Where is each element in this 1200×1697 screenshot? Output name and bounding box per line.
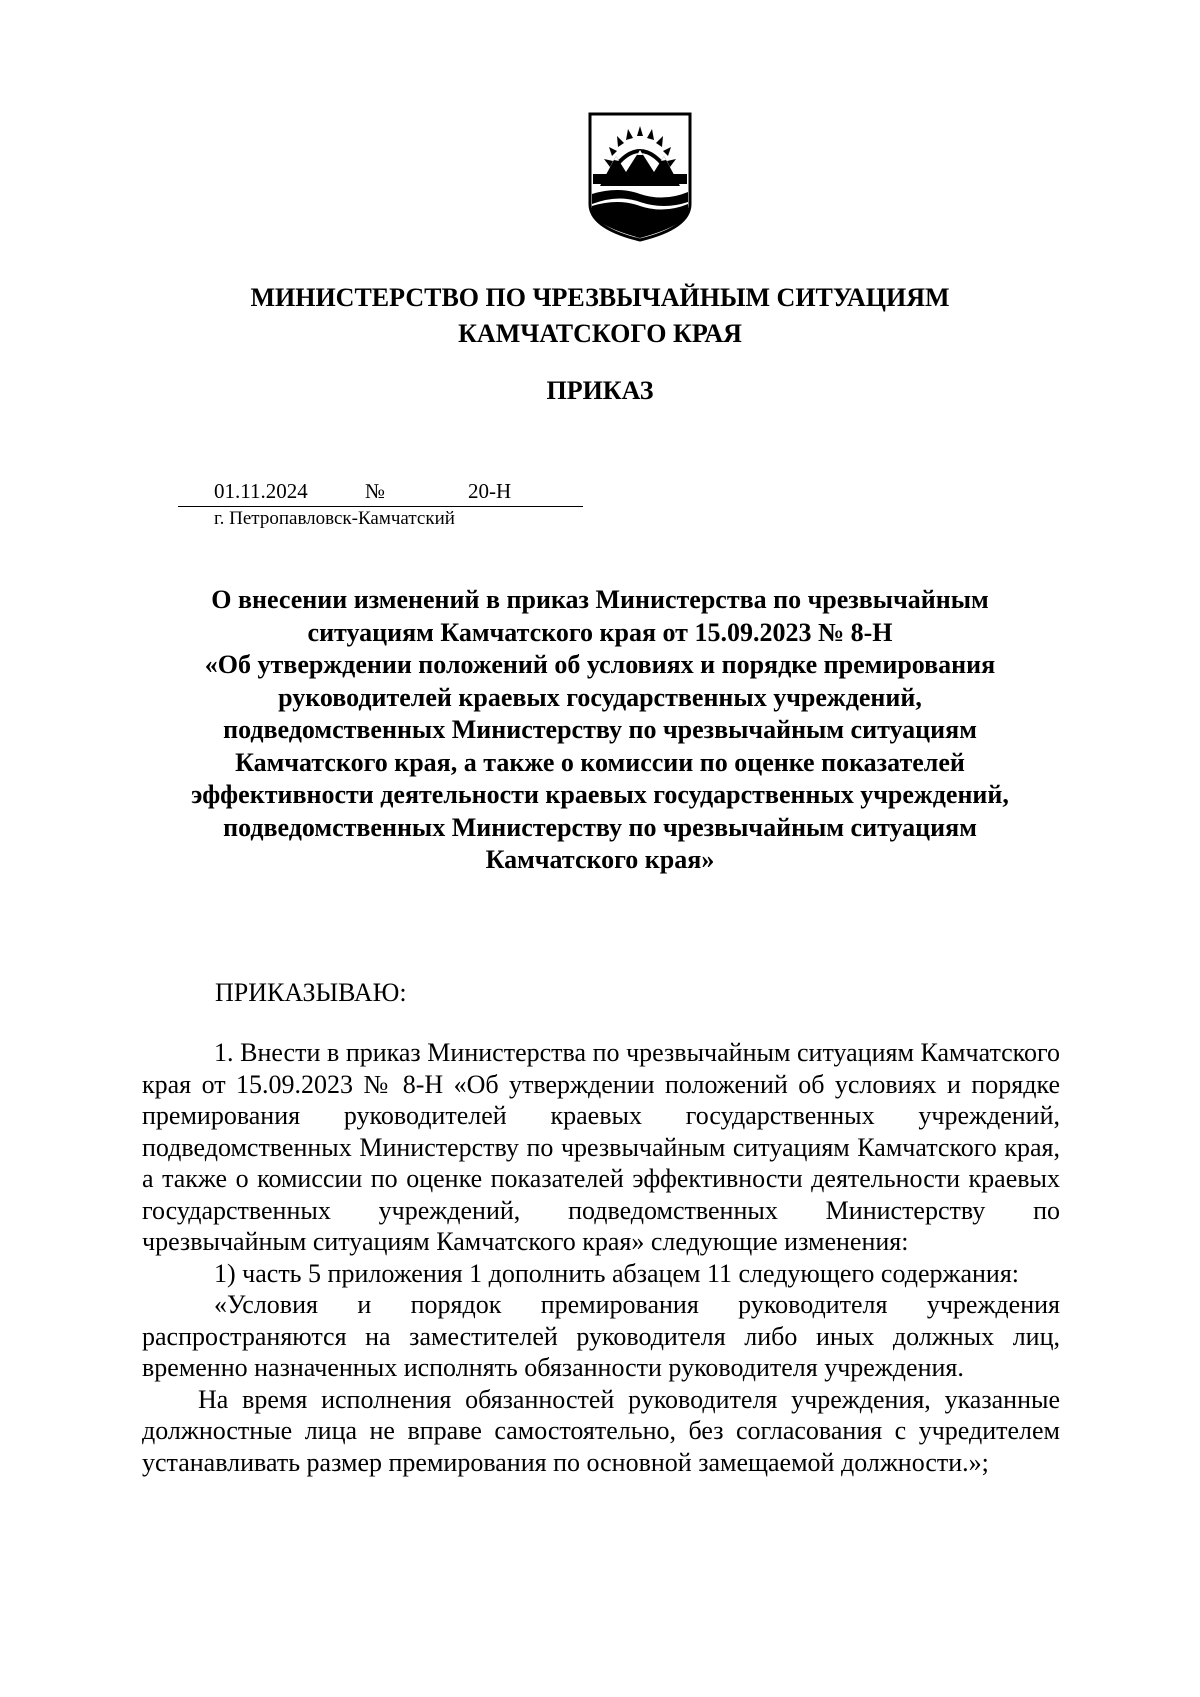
subject-line: Камчатского края» bbox=[485, 845, 715, 874]
order-subject bbox=[150, 584, 1050, 877]
order-directive: ПРИКАЗЫВАЮ: bbox=[215, 978, 407, 1007]
list-item-1: 1) часть 5 приложения 1 дополнить абзацем 11 следующего содержания: bbox=[214, 1258, 1019, 1288]
order-number: 20-Н bbox=[468, 479, 512, 503]
quoted-paragraph-2: На время исполнения обязанностей руководителя учреждения, указанные должностные лица не вправе самостоятельно, без согласования с учредителем устанавливать размер премирования по основной замещаемой должности.»; bbox=[142, 1384, 1060, 1477]
city: г. Петропавловск-Камчатский bbox=[214, 508, 455, 529]
subject-line: подведомственных Министерству по чрезвычайным ситуациям bbox=[223, 715, 977, 744]
subject-line: Камчатского края, а также о комиссии по оценке показателей bbox=[235, 747, 965, 777]
subject-line: О внесении изменений в приказ Министерства по чрезвычайным bbox=[211, 585, 989, 614]
paragraph-1: 1. Внести в приказ Министерства по чрезвычайным ситуациям Камчатского края от 15.09.2023 № 8-Н «Об утверждении положений об условиях и порядке премирования руководителей краевых государственных учреждений, подведомственных Министерству по чрезвычайным ситуациям Камчатского края, а также о комиссии по оценке показателей эффективности деятельности краевых государственных учреждений, подведомственных Министерству по чрезвычайным ситуациям Камчатского края» следующие изменения: bbox=[142, 1038, 1060, 1256]
document-type: ПРИКАЗ bbox=[546, 376, 654, 405]
number-sign: № bbox=[365, 479, 386, 503]
subject-line: «Об утверждении положений об условиях и порядке премирования bbox=[204, 650, 996, 679]
order-body bbox=[142, 1037, 1060, 1478]
subject-line: подведомственных Министерству по чрезвычайным ситуациям bbox=[223, 812, 977, 842]
ministry-name bbox=[160, 280, 1040, 352]
subject-line: эффективности деятельности краевых государственных учреждений, bbox=[191, 780, 1009, 809]
date-number-line bbox=[178, 478, 583, 507]
subject-line: ситуациям Камчатского края от 15.09.2023 № 8-Н bbox=[307, 617, 893, 647]
coat-of-arms-icon bbox=[588, 112, 692, 242]
subject-line: руководителей краевых государственных учреждений, bbox=[278, 682, 922, 712]
quoted-paragraph-1: «Условия и порядок премирования руководителя учреждения распространяются на заместителей руководителя либо иных должных лиц, временно назначенных исполнять обязанности руководителя учреждения. bbox=[142, 1290, 1060, 1382]
order-date: 01.11.2024 bbox=[214, 479, 308, 503]
ministry-name-line2: КАМЧАТСКОГО КРАЯ bbox=[458, 319, 742, 348]
ministry-name-line1: МИНИСТЕРСТВО ПО ЧРЕЗВЫЧАЙНЫМ СИТУАЦИЯМ bbox=[250, 283, 950, 312]
